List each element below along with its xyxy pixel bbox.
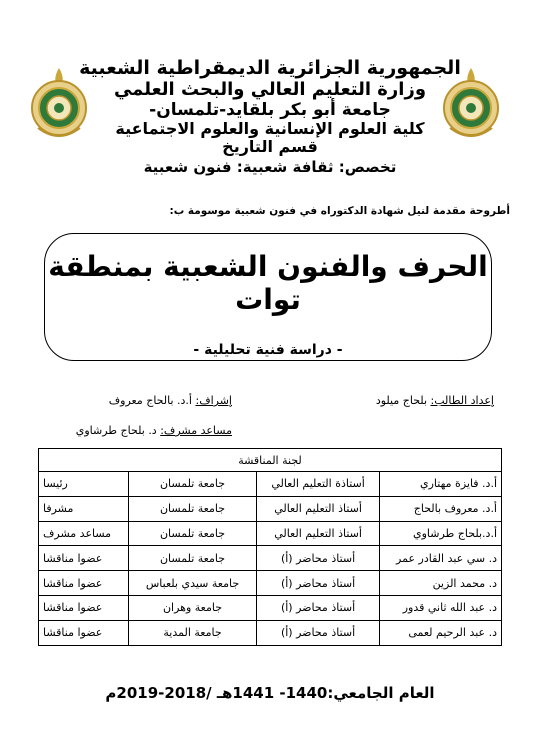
jury-member-rank: أستاذ محاضر (أ) <box>257 571 380 596</box>
republic-name: الجمهورية الجزائرية الديمقراطية الشعبية <box>79 57 461 79</box>
assistant-label: مساعد مشرف: <box>160 424 232 437</box>
supervisor-credit <box>109 394 232 407</box>
thesis-title: الحرف والفنون الشعبية بمنطقة توات <box>48 250 488 316</box>
jury-member-institution: جامعة تلمسان <box>128 521 256 546</box>
jury-member-name: أ.د. فايزة مهتاري <box>379 472 501 497</box>
jury-member-rank: أستاذ محاضر (أ) <box>257 620 380 645</box>
jury-member-name: د. عبد الله ثاني قدور <box>379 595 501 620</box>
jury-member-institution: جامعة سيدي بلعباس <box>128 571 256 596</box>
jury-member-role: مساعد مشرف <box>39 521 129 546</box>
specialty: تخصص: ثقافة شعبية: فنون شعبية <box>143 157 397 176</box>
table-row <box>39 521 502 546</box>
jury-table <box>38 448 502 646</box>
thesis-intro: أطروحة مقدمة لنيل شهادة الدكتوراه في فنون شعبية موسومة ب: <box>169 205 510 217</box>
student-label: إعداد الطالب: <box>430 394 494 407</box>
assistant-supervisor-credit <box>76 424 232 437</box>
jury-member-role: عضوا مناقشا <box>39 595 129 620</box>
student-name: بلحاج ميلود <box>375 394 431 407</box>
jury-caption: لجنة المناقشة <box>39 449 502 472</box>
jury-member-institution: جامعة تلمسان <box>128 496 256 521</box>
faculty-name: كلية العلوم الإنسانية والعلوم الاجتماعية <box>115 119 425 139</box>
jury-member-rank: أستاذ محاضر (أ) <box>257 595 380 620</box>
jury-member-name: د. عبد الرحيم لعمى <box>379 620 501 645</box>
jury-member-rank: أستاذ التعليم العالي <box>257 496 380 521</box>
jury-member-name: أ.د.بلحاج طرشاوي <box>379 521 501 546</box>
assistant-name: د. بلحاج طرشاوي <box>75 424 161 437</box>
table-row <box>39 546 502 571</box>
title-box <box>44 233 492 361</box>
jury-caption-row <box>39 449 502 472</box>
table-row <box>39 472 502 497</box>
table-row <box>39 571 502 596</box>
jury-member-name: د. سي عبد القادر عمر <box>379 546 501 571</box>
university-name: جامعة أبو بكر بلقايد-تلمسان- <box>149 99 391 120</box>
jury-member-name: د. محمد الزين <box>379 571 501 596</box>
supervisor-name: أ.د. بالحاج معروف <box>108 394 196 407</box>
jury-member-rank: أستاذة التعليم العالي <box>257 472 380 497</box>
supervisor-label: إشراف: <box>195 394 232 407</box>
jury-member-rank: أستاذ التعليم العالي <box>257 521 380 546</box>
table-row <box>39 620 502 645</box>
department-name: قسم التاريخ <box>222 137 318 157</box>
jury-member-role: عضوا مناقشا <box>39 571 129 596</box>
jury-member-rank: أستاذ محاضر (أ) <box>257 546 380 571</box>
jury-member-role: مشرفا <box>39 496 129 521</box>
jury-member-institution: جامعة تلمسان <box>128 546 256 571</box>
jury-member-role: عضوا مناقشا <box>39 620 129 645</box>
jury-member-role: رئيسا <box>39 472 129 497</box>
jury-member-role: عضوا مناقشا <box>39 546 129 571</box>
student-credit <box>376 394 494 407</box>
jury-member-institution: جامعة المدية <box>128 620 256 645</box>
ministry-name: وزارة التعليم العالي والبحث العلمي <box>113 78 427 100</box>
thesis-subtitle: - دراسة فنية تحليلية - <box>193 342 343 358</box>
academic-year: العام الجامعي:1440- 1441هـ /2018-2019م <box>105 684 435 702</box>
table-row <box>39 496 502 521</box>
jury-member-institution: جامعة وهران <box>128 595 256 620</box>
document-header <box>0 58 540 176</box>
jury-member-institution: جامعة تلمسان <box>128 472 256 497</box>
table-row <box>39 595 502 620</box>
jury-member-name: أ.د. معروف بالحاج <box>379 496 501 521</box>
